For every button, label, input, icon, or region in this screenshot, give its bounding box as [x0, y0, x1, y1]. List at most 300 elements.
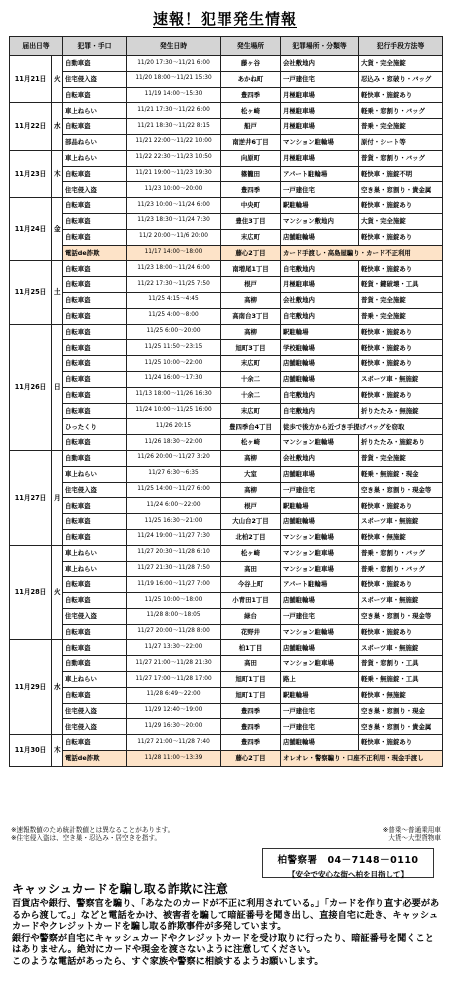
crime-method: 軽快車・施錠あり: [359, 261, 443, 277]
report-weekday: 火: [52, 56, 63, 103]
occurrence-datetime: 11/28 11:00～13:39: [127, 751, 221, 767]
occurrence-datetime: 11/23 18:30～11/24 7:30: [127, 213, 221, 229]
crime-type: 自動車盗: [63, 56, 127, 72]
occurrence-place: 豊四季台4丁目: [221, 419, 281, 435]
crime-method: スポーツ車・無施錠: [359, 514, 443, 530]
occurrence-datetime: 11/26 20:15: [127, 419, 221, 435]
occurrence-place: 今谷上町: [221, 577, 281, 593]
warning-text: [12, 898, 440, 968]
location-type: 店舗駐輪場: [281, 514, 359, 530]
table-row: [10, 751, 443, 767]
footnote-line: ※住宅侵入盗は、空き巣・忍込み・居空きを指す。: [11, 834, 162, 842]
table-row: [10, 71, 443, 87]
occurrence-datetime: 11/28 6:49～22:00: [127, 687, 221, 703]
crime-method: 軽貨・鍵破壊・工具: [359, 277, 443, 293]
location-type: 自宅敷地内: [281, 308, 359, 324]
crime-method: 普貨・完全施錠: [359, 292, 443, 308]
report-date: 11月29日: [10, 640, 52, 735]
occurrence-place: 十余二: [221, 387, 281, 403]
table-row: [10, 482, 443, 498]
crime-type: 自転車盗: [63, 292, 127, 308]
occurrence-datetime: 11/24 19:00～11/27 7:30: [127, 529, 221, 545]
occurrence-place: 小青田1丁目: [221, 593, 281, 609]
occurrence-datetime: 11/20 18:00～11/21 15:30: [127, 71, 221, 87]
crime-type: 自転車盗: [63, 277, 127, 293]
occurrence-datetime: 11/23 18:00～11/24 6:00: [127, 261, 221, 277]
location-type: 自宅敷地内: [281, 387, 359, 403]
table-row: [10, 229, 443, 245]
occurrence-place: 柏1丁目: [221, 640, 281, 656]
table-row: [10, 56, 443, 72]
crime-method: 大貨・完全施錠: [359, 213, 443, 229]
crime-type: 自動車盗: [63, 656, 127, 672]
location-type: マンション駐輪場: [281, 529, 359, 545]
occurrence-datetime: 11/27 20:00～11/28 8:00: [127, 624, 221, 640]
crime-details: カード手渡し・高島屋騙り・カード不正利用: [281, 245, 443, 261]
police-phone: 柏警察署 04－7148－0110: [277, 855, 419, 866]
table-row: [10, 703, 443, 719]
report-weekday: 木: [52, 150, 63, 197]
table-row: [10, 198, 443, 214]
occurrence-datetime: 11/27 21:30～11/28 7:50: [127, 561, 221, 577]
location-type: 駅駐輪場: [281, 198, 359, 214]
occurrence-datetime: 11/22 17:30～11/25 7:50: [127, 277, 221, 293]
crime-method: 普乗・窓割り・バッグ: [359, 545, 443, 561]
table-header-row: [10, 37, 443, 56]
occurrence-place: 豊四季: [221, 735, 281, 751]
table-row: [10, 324, 443, 340]
crime-method: 空き巣・窓割り・現金等: [359, 608, 443, 624]
table-row: [10, 514, 443, 530]
location-type: 店舗駐車場: [281, 466, 359, 482]
crime-type: 自転車盗: [63, 403, 127, 419]
occurrence-datetime: 11/25 14:00～11/27 6:00: [127, 482, 221, 498]
occurrence-place: 北柏2丁目: [221, 529, 281, 545]
occurrence-place: 船戸: [221, 119, 281, 135]
crime-type: 自転車盗: [63, 387, 127, 403]
table-row: [10, 419, 443, 435]
occurrence-datetime: 11/19 14:00～15:30: [127, 87, 221, 103]
occurrence-place: 花野井: [221, 624, 281, 640]
location-type: 一戸建住宅: [281, 608, 359, 624]
crime-type: 部品ねらい: [63, 134, 127, 150]
table-row: [10, 292, 443, 308]
occurrence-place: 南増尾1丁目: [221, 261, 281, 277]
occurrence-datetime: 11/26 20:00～11/27 3:20: [127, 450, 221, 466]
crime-type: 自転車盗: [63, 229, 127, 245]
table-row: [10, 656, 443, 672]
location-type: 自宅敷地内: [281, 261, 359, 277]
crime-type: 自転車盗: [63, 87, 127, 103]
table-row: [10, 103, 443, 119]
location-type: 駅駐輪場: [281, 498, 359, 514]
occurrence-datetime: 11/27 17:00～11/28 17:00: [127, 672, 221, 688]
table-row: [10, 577, 443, 593]
occurrence-place: 旭町3丁目: [221, 340, 281, 356]
crime-type: 自転車盗: [63, 593, 127, 609]
table-row: [10, 593, 443, 609]
occurrence-place: 大室: [221, 466, 281, 482]
location-type: 月極駐車場: [281, 119, 359, 135]
report-weekday: 金: [52, 198, 63, 261]
occurrence-datetime: 11/27 21:00～11/28 7:40: [127, 735, 221, 751]
occurrence-datetime: 11/25 10:00～22:00: [127, 356, 221, 372]
report-weekday: 水: [52, 103, 63, 150]
location-type: 月極駐車場: [281, 277, 359, 293]
crime-type: 自転車盗: [63, 213, 127, 229]
table-body: [10, 56, 443, 767]
occurrence-place: 旭町1丁目: [221, 687, 281, 703]
occurrence-datetime: 11/25 6:00～20:00: [127, 324, 221, 340]
occurrence-place: 緑台: [221, 608, 281, 624]
occurrence-datetime: 11/27 20:30～11/28 6:10: [127, 545, 221, 561]
occurrence-place: 高柳: [221, 292, 281, 308]
crime-type: 自転車盗: [63, 577, 127, 593]
header-method: 犯行手段方法等: [359, 37, 443, 56]
location-type: 会社敷地内: [281, 292, 359, 308]
occurrence-datetime: 11/24 16:00～17:30: [127, 371, 221, 387]
occurrence-datetime: 11/29 12:40～19:00: [127, 703, 221, 719]
occurrence-datetime: 11/21 17:30～11/22 6:00: [127, 103, 221, 119]
occurrence-datetime: 11/25 16:30～21:00: [127, 514, 221, 530]
crime-method: 軽快車・施錠あり: [359, 229, 443, 245]
report-weekday: 火: [52, 545, 63, 640]
location-type: 月極駐車場: [281, 103, 359, 119]
header-datetime: 発生日時: [127, 37, 221, 56]
footnote-line: ※速報数値のため統計数値とは異なることがあります。: [11, 826, 175, 834]
crime-method: 大貨・完全施錠: [359, 56, 443, 72]
occurrence-datetime: 11/23 10:00～20:00: [127, 182, 221, 198]
crime-details: オレオレ・警察騙り・口座不正利用・現金手渡し: [281, 751, 443, 767]
crime-method: 軽快車・施錠あり: [359, 387, 443, 403]
occurrence-place: 豊四季: [221, 719, 281, 735]
occurrence-place: 高田: [221, 561, 281, 577]
crime-method: 軽快車・施錠あり: [359, 198, 443, 214]
crime-type: 住宅侵入盗: [63, 71, 127, 87]
crime-type: 自転車盗: [63, 166, 127, 182]
location-type: マンション駐車場: [281, 561, 359, 577]
report-date: 11月30日: [10, 735, 52, 767]
location-type: 店舗駐輪場: [281, 735, 359, 751]
table-row: [10, 87, 443, 103]
crime-type: 自転車盗: [63, 498, 127, 514]
table-row: [10, 719, 443, 735]
occurrence-datetime: 11/24 6:00～22:00: [127, 498, 221, 514]
table-row: [10, 561, 443, 577]
location-type: 店舗駐輪場: [281, 356, 359, 372]
location-type: 駅駐輪場: [281, 324, 359, 340]
crime-method: 空き巣・窓割り・貴金属: [359, 719, 443, 735]
report-date: 11月28日: [10, 545, 52, 640]
table-row: [10, 403, 443, 419]
crime-method: 普乗・完全施錠: [359, 308, 443, 324]
occurrence-place: あかね町: [221, 71, 281, 87]
table-row: [10, 119, 443, 135]
warning-paragraph: 銀行や警察が自宅にキャッシュカードやクレジットカードを受け取りに行ったり、暗証番号を聞くことはありません。絶対にカードや現金を渡さないように注意してください。: [12, 932, 434, 956]
crime-method: 軽乗・無施錠・工具: [359, 672, 443, 688]
location-type: マンション駐輪場: [281, 134, 359, 150]
location-type: 駅駐輪場: [281, 687, 359, 703]
crime-method: 軽快車・無施錠: [359, 529, 443, 545]
crime-method: 軽快車・施錠あり: [359, 340, 443, 356]
occurrence-place: 豊四季: [221, 182, 281, 198]
table-row: [10, 608, 443, 624]
location-type: 自宅敷地内: [281, 403, 359, 419]
location-type: 一戸建住宅: [281, 719, 359, 735]
table-row: [10, 435, 443, 451]
crime-type: 住宅侵入盗: [63, 608, 127, 624]
occurrence-place: 藤ヶ谷: [221, 56, 281, 72]
crime-type: 自転車盗: [63, 529, 127, 545]
occurrence-place: 高柳: [221, 324, 281, 340]
crime-method: 忍込み・窓破り・バッグ: [359, 71, 443, 87]
crime-type: 自転車盗: [63, 640, 127, 656]
occurrence-datetime: 11/20 17:30～11/21 6:00: [127, 56, 221, 72]
crime-method: 普貨・窓割り・バッグ: [359, 150, 443, 166]
crime-method: 原付・シート等: [359, 134, 443, 150]
occurrence-place: 向原町: [221, 150, 281, 166]
crime-type: 自転車盗: [63, 435, 127, 451]
abbreviation-line: ※普乗～普通乗用車: [382, 826, 441, 834]
police-contact-box: [262, 848, 434, 878]
location-type: 月極駐車場: [281, 87, 359, 103]
occurrence-place: 根戸: [221, 498, 281, 514]
table-row: [10, 277, 443, 293]
header-place: 発生場所: [221, 37, 281, 56]
occurrence-datetime: 11/21 22:00～11/22 10:00: [127, 134, 221, 150]
table-row: [10, 640, 443, 656]
occurrence-datetime: 11/17 14:00～18:00: [127, 245, 221, 261]
report-weekday: 土: [52, 261, 63, 324]
table-row: [10, 498, 443, 514]
header-location-type: 犯罪場所・分類等: [281, 37, 359, 56]
crime-type: 住宅侵入盗: [63, 182, 127, 198]
crime-type: 電話de詐欺: [63, 751, 127, 767]
occurrence-place: 豊住3丁目: [221, 213, 281, 229]
location-type: マンション駐車場: [281, 545, 359, 561]
crime-type: 車上ねらい: [63, 466, 127, 482]
occurrence-place: 旭町1丁目: [221, 672, 281, 688]
crime-type: 車上ねらい: [63, 672, 127, 688]
table-row: [10, 134, 443, 150]
crime-type: 自転車盗: [63, 687, 127, 703]
table-row: [10, 624, 443, 640]
occurrence-place: 豊四季: [221, 87, 281, 103]
report-date: 11月22日: [10, 103, 52, 150]
location-type: 学校駐輪場: [281, 340, 359, 356]
crime-method: 普乗・窓割り・バッグ: [359, 561, 443, 577]
occurrence-datetime: 11/21 19:00～11/23 19:30: [127, 166, 221, 182]
report-weekday: 木: [52, 735, 63, 767]
crime-method: 折りたたみ・無施錠: [359, 403, 443, 419]
location-type: 路上: [281, 672, 359, 688]
crime-method: 軽快車・施錠あり: [359, 324, 443, 340]
crime-method: 折りたたみ・施錠あり: [359, 435, 443, 451]
crime-type: 自転車盗: [63, 356, 127, 372]
location-type: 店舗駐輪場: [281, 640, 359, 656]
crime-method: 軽快車・施錠あり: [359, 87, 443, 103]
occurrence-place: 末広町: [221, 403, 281, 419]
occurrence-datetime: 11/25 4:15～4:45: [127, 292, 221, 308]
occurrence-place: 篠籠田: [221, 166, 281, 182]
crime-method: スポーツ車・無施錠: [359, 371, 443, 387]
occurrence-place: 高柳: [221, 482, 281, 498]
location-type: マンション駐輪場: [281, 435, 359, 451]
report-date: 11月26日: [10, 324, 52, 450]
report-weekday: 水: [52, 640, 63, 735]
occurrence-place: 藤心2丁目: [221, 245, 281, 261]
report-date: 11月27日: [10, 450, 52, 545]
abbreviation-notes: [383, 826, 441, 842]
crime-type: 自転車盗: [63, 308, 127, 324]
crime-method: 空き巣・窓割り・現金等: [359, 482, 443, 498]
table-row: [10, 150, 443, 166]
occurrence-datetime: 11/29 16:30～20:00: [127, 719, 221, 735]
occurrence-place: 末広町: [221, 229, 281, 245]
occurrence-place: 大山台2丁目: [221, 514, 281, 530]
occurrence-datetime: 11/21 18:30～11/22 8:15: [127, 119, 221, 135]
occurrence-datetime: 11/23 10:00～11/24 6:00: [127, 198, 221, 214]
occurrence-place: 藤心2丁目: [221, 751, 281, 767]
occurrence-datetime: 11/22 22:30～11/23 10:50: [127, 150, 221, 166]
crime-type: 自転車盗: [63, 371, 127, 387]
table-row: [10, 687, 443, 703]
crime-type: 自転車盗: [63, 119, 127, 135]
crime-type: 車上ねらい: [63, 561, 127, 577]
report-weekday: 日: [52, 324, 63, 450]
crime-method: 軽快車・無施錠: [359, 687, 443, 703]
police-slogan: 【安全で安心な街へ柏を目指して】: [288, 870, 408, 879]
table-row: [10, 245, 443, 261]
location-type: マンション駐輪場: [281, 624, 359, 640]
header-report-date: 届出日等: [10, 37, 63, 56]
crime-method: 軽快車・施錠あり: [359, 735, 443, 751]
crime-type: 自転車盗: [63, 324, 127, 340]
crime-type: 住宅侵入盗: [63, 703, 127, 719]
report-date: 11月23日: [10, 150, 52, 197]
occurrence-place: 高南台3丁目: [221, 308, 281, 324]
occurrence-place: 松ヶ崎: [221, 435, 281, 451]
table-row: [10, 387, 443, 403]
occurrence-place: 末広町: [221, 356, 281, 372]
location-type: 会社敷地内: [281, 450, 359, 466]
crime-method: 軽乗・窓割り・バッグ: [359, 103, 443, 119]
crime-type: 自転車盗: [63, 514, 127, 530]
crime-details: 徒歩で後方から近づき手提げバッグを窃取: [281, 419, 443, 435]
crime-type: 自転車盗: [63, 624, 127, 640]
crime-type: 自転車盗: [63, 340, 127, 356]
report-date: 11月21日: [10, 56, 52, 103]
warning-paragraph: 百貨店や銀行、警察官を騙り、「あなたのカードが不正に利用されている。」「カードを作り直す必要があるから渡して。」などと電話をかけ、被害者を騙して暗証番号を聞き出し、直接自宅に赴き、キャッシュカードやクレジットカードを騙し取る詐欺事件が多発しています。: [12, 898, 440, 933]
occurrence-place: 高田: [221, 656, 281, 672]
crime-type: 自転車盗: [63, 261, 127, 277]
crime-type: ひったくり: [63, 419, 127, 435]
crime-method: 軽快車・施錠不明: [359, 166, 443, 182]
occurrence-place: 松ヶ崎: [221, 103, 281, 119]
crime-method: 軽快車・施錠あり: [359, 356, 443, 372]
location-type: 店舗駐輪場: [281, 593, 359, 609]
table-row: [10, 340, 443, 356]
location-type: マンション敷地内: [281, 213, 359, 229]
crime-method: 空き巣・窓割り・現金: [359, 703, 443, 719]
occurrence-place: 松ヶ崎: [221, 545, 281, 561]
location-type: 一戸建住宅: [281, 703, 359, 719]
warning-title: キャッシュカードを騙し取る詐欺に注意: [12, 882, 228, 896]
crime-method: 普貨・完全施錠: [359, 450, 443, 466]
location-type: 会社敷地内: [281, 56, 359, 72]
table-row: [10, 166, 443, 182]
occurrence-place: 高柳: [221, 450, 281, 466]
location-type: 一戸建住宅: [281, 71, 359, 87]
crime-method: 軽快車・施錠あり: [359, 498, 443, 514]
table-row: [10, 182, 443, 198]
occurrence-place: 中央町: [221, 198, 281, 214]
crime-method: 軽快車・施錠あり: [359, 624, 443, 640]
crime-method: 普貨・窓割り・工具: [359, 656, 443, 672]
occurrence-datetime: 11/28 8:00～18:05: [127, 608, 221, 624]
footnotes: [11, 826, 441, 842]
location-type: 店舗駐輪場: [281, 371, 359, 387]
table-row: [10, 261, 443, 277]
occurrence-place: 十余二: [221, 371, 281, 387]
occurrence-datetime: 11/25 11:50～23:15: [127, 340, 221, 356]
crime-method: スポーツ車・無施錠: [359, 593, 443, 609]
occurrence-datetime: 11/25 4:00～8:00: [127, 308, 221, 324]
crime-type: 自動車盗: [63, 450, 127, 466]
occurrence-place: 根戸: [221, 277, 281, 293]
table-row: [10, 308, 443, 324]
report-weekday: 月: [52, 450, 63, 545]
page-title: 速報！犯罪発生情報: [152, 10, 297, 28]
location-type: マンション駐車場: [281, 656, 359, 672]
location-type: 月極駐車場: [281, 150, 359, 166]
location-type: 店舗駐輪場: [281, 229, 359, 245]
occurrence-datetime: 11/25 10:00～18:00: [127, 593, 221, 609]
table-row: [10, 529, 443, 545]
occurrence-place: 豊四季: [221, 703, 281, 719]
crime-type: 自転車盗: [63, 198, 127, 214]
crime-method: 空き巣・窓割り・貴金属: [359, 182, 443, 198]
crime-method: 軽快車・施錠あり: [359, 577, 443, 593]
table-row: [10, 466, 443, 482]
occurrence-datetime: 11/2 20:00～11/6 20:00: [127, 229, 221, 245]
location-type: 一戸建住宅: [281, 482, 359, 498]
table-row: [10, 672, 443, 688]
occurrence-datetime: 11/27 13:30～22:00: [127, 640, 221, 656]
crime-type: 電話de詐欺: [63, 245, 127, 261]
crime-type: 住宅侵入盗: [63, 719, 127, 735]
crime-type: 車上ねらい: [63, 103, 127, 119]
crime-method: 軽乗・無施錠・現金: [359, 466, 443, 482]
crime-type: 自転車盗: [63, 735, 127, 751]
occurrence-datetime: 11/26 18:30～22:00: [127, 435, 221, 451]
table-row: [10, 213, 443, 229]
occurrence-datetime: 11/19 16:00～11/27 7:00: [127, 577, 221, 593]
table-row: [10, 371, 443, 387]
crime-method: スポーツ車・無施錠: [359, 640, 443, 656]
location-type: 一戸建住宅: [281, 182, 359, 198]
table-row: [10, 735, 443, 751]
occurrence-place: 南逆井6丁目: [221, 134, 281, 150]
crime-type: 住宅侵入盗: [63, 482, 127, 498]
occurrence-datetime: 11/24 10:00～11/25 16:00: [127, 403, 221, 419]
table-row: [10, 356, 443, 372]
report-date: 11月24日: [10, 198, 52, 261]
location-type: アパート駐輪場: [281, 577, 359, 593]
occurrence-datetime: 11/27 6:30～6:35: [127, 466, 221, 482]
location-type: アパート駐輪場: [281, 166, 359, 182]
crime-method: 普乗・完全施錠: [359, 119, 443, 135]
